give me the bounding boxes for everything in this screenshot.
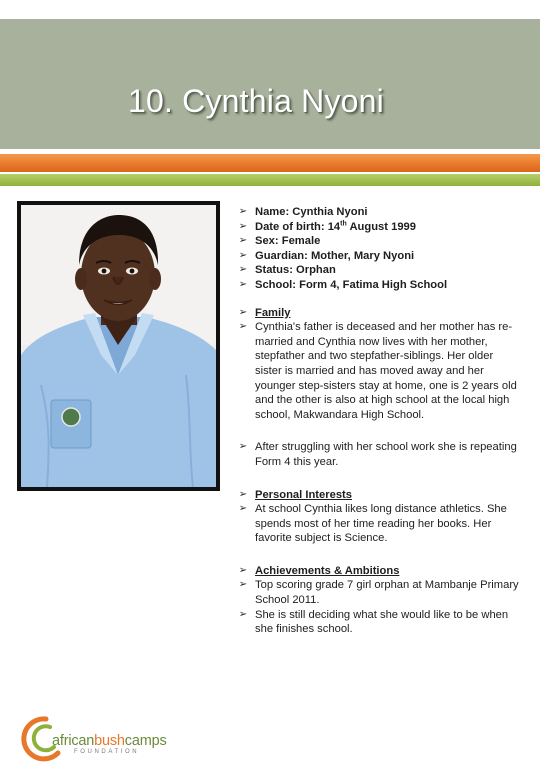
interests-heading: Personal Interests xyxy=(255,488,353,501)
arrow-bullet-icon: ➢ xyxy=(238,235,248,247)
arrow-bullet-icon: ➢ xyxy=(238,249,248,261)
list-item xyxy=(236,278,521,293)
arrow-bullet-icon: ➢ xyxy=(238,264,248,276)
arrow-bullet-icon: ➢ xyxy=(238,564,248,576)
title-banner xyxy=(0,19,540,149)
list-item xyxy=(236,306,521,321)
ambition-item: She is still deciding what she would like to be when she finishes school. xyxy=(255,608,509,636)
list-item xyxy=(236,205,521,220)
profile-photo xyxy=(21,205,216,487)
dob-suffix: August 1999 xyxy=(346,220,416,233)
arrow-bullet-icon: ➢ xyxy=(238,503,248,515)
family-heading: Family xyxy=(255,306,291,319)
list-item xyxy=(236,234,521,249)
list-item xyxy=(236,320,521,422)
arrow-bullet-icon: ➢ xyxy=(238,608,248,620)
arrow-bullet-icon: ➢ xyxy=(238,206,248,217)
achievement-item: Top scoring grade 7 girl orphan at Mambanje Primary School 2011. xyxy=(255,579,519,607)
list-item xyxy=(236,578,521,607)
dob-field xyxy=(255,221,416,233)
arrow-bullet-icon: ➢ xyxy=(238,220,248,232)
profile-content xyxy=(236,205,521,637)
arrow-bullet-icon: ➢ xyxy=(238,488,248,500)
green-divider-bar xyxy=(0,174,540,186)
logo-word-african: african xyxy=(52,733,95,749)
foundation-logo xyxy=(20,713,180,763)
page-title: 10. Cynthia Nyoni xyxy=(128,83,384,119)
list-item xyxy=(236,440,521,469)
list-item xyxy=(236,564,521,579)
logo-word-bush: bush xyxy=(94,733,125,749)
name-field: Name: Cynthia Nyoni xyxy=(255,206,368,218)
sex-field: Sex: Female xyxy=(255,235,321,248)
logo-word-camps: camps xyxy=(124,733,167,749)
arrow-bullet-icon: ➢ xyxy=(238,441,248,453)
arrow-bullet-icon: ➢ xyxy=(238,278,248,290)
logo-wordmark xyxy=(52,733,167,749)
profile-photo-frame xyxy=(17,201,220,491)
dob-prefix: Date of birth: 14 xyxy=(255,220,341,233)
arrow-bullet-icon: ➢ xyxy=(238,579,248,591)
list-item xyxy=(236,220,521,235)
orange-divider-bar xyxy=(0,154,540,172)
list-item xyxy=(236,502,521,546)
list-item xyxy=(236,263,521,278)
logo-subtitle: FOUNDATION xyxy=(74,749,140,755)
arrow-bullet-icon: ➢ xyxy=(238,321,248,333)
dob-superscript: th xyxy=(340,219,347,227)
interests-text: At school Cynthia likes long distance athletics. She spends most of her time reading her books. Her favorite subject is Science. xyxy=(255,503,507,545)
school-field: School: Form 4, Fatima High School xyxy=(255,278,448,291)
list-item xyxy=(236,608,521,637)
achievements-heading: Achievements & Ambitions xyxy=(255,564,400,577)
status-field: Status: Orphan xyxy=(255,264,336,277)
list-item xyxy=(236,488,521,503)
arrow-bullet-icon: ➢ xyxy=(238,306,248,318)
guardian-field: Guardian: Mother, Mary Nyoni xyxy=(255,249,415,262)
struggle-text: After struggling with her school work she is repeating Form 4 this year. xyxy=(255,441,517,468)
family-text: Cynthia's father is deceased and her mother has re-married and Cynthia now lives with her mother, stepfather and two stepfather-siblings. Her older sister is married and has moved away and her younger step-sisters stay at home, one is 2 years old and the other is also at high school at the local high school, Makwandara High School. xyxy=(255,321,517,421)
list-item xyxy=(236,249,521,264)
